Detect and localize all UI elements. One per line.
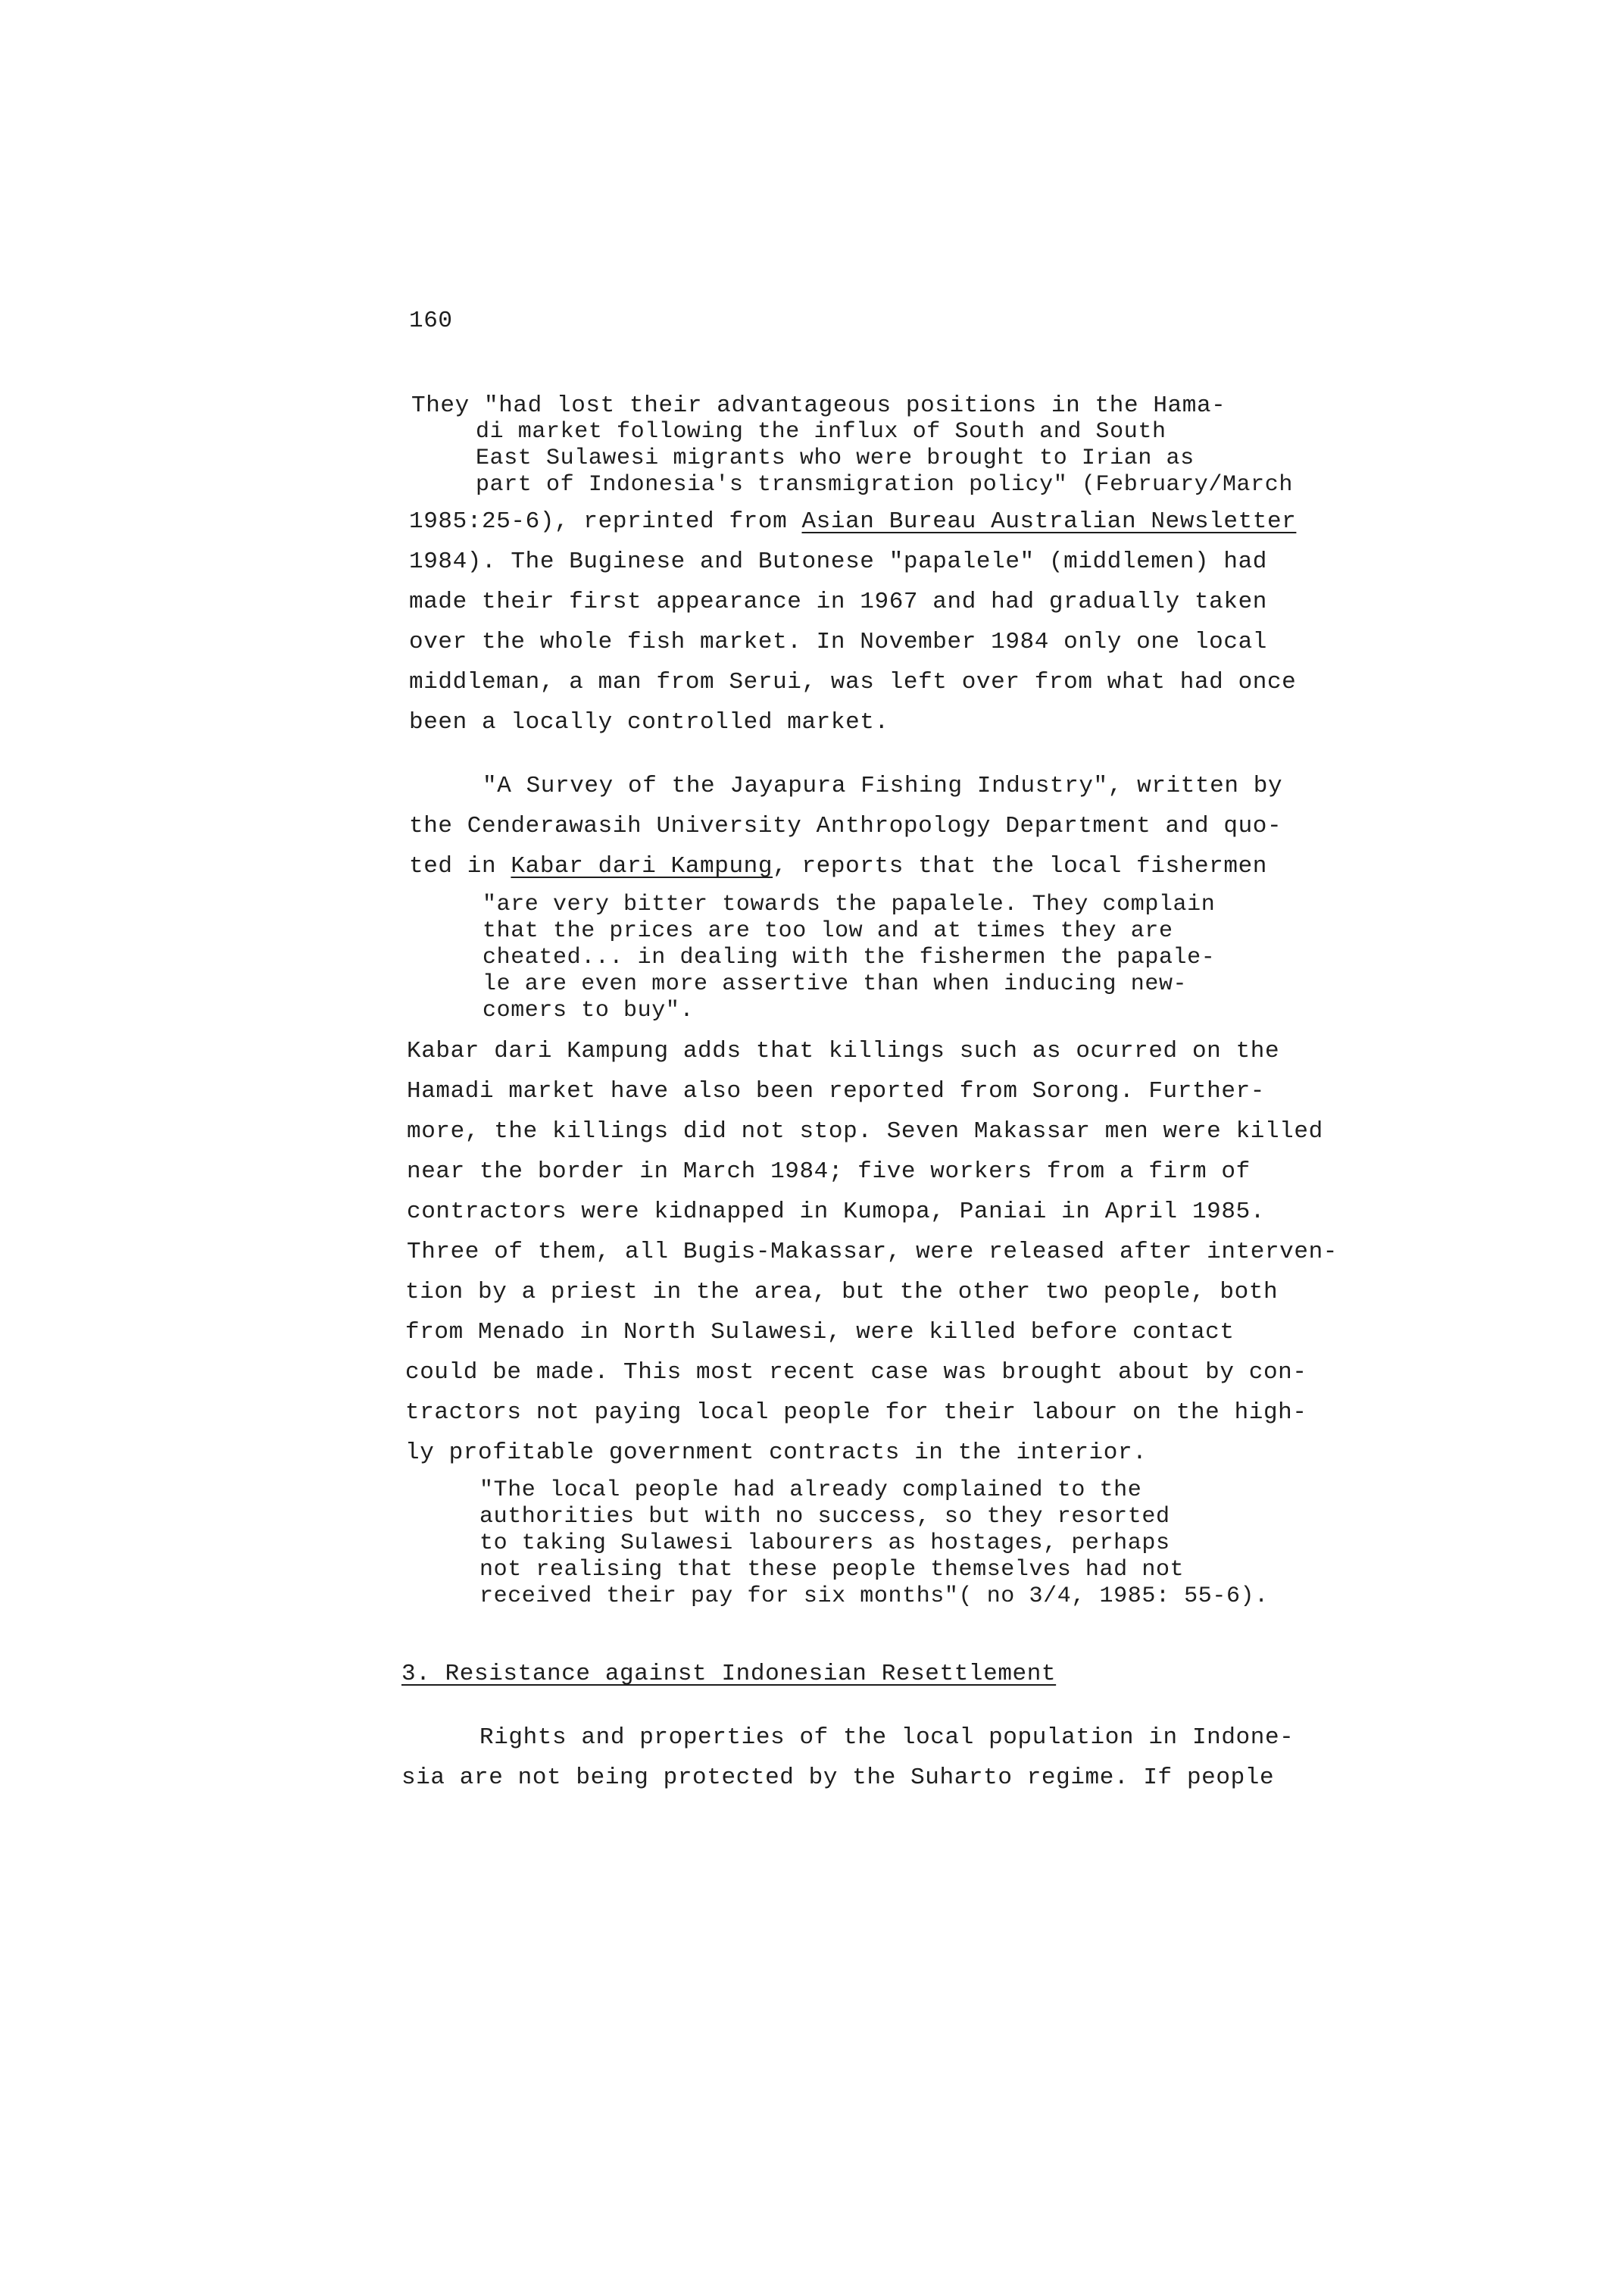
text-line: tion by a priest in the area, but the other two people, both (405, 1279, 1279, 1305)
publication-title: Asian Bureau Australian Newsletter (801, 508, 1297, 535)
quote-line: le are even more assertive than when inducing new- (483, 971, 1188, 997)
quote-line: part of Indonesia's transmigration policy" (February/March (476, 472, 1293, 498)
text-line: Rights and properties of the local population in Indone- (479, 1724, 1295, 1751)
text-line: over the whole fish market. In November 1984 only one local (409, 629, 1267, 655)
text-line: Hamadi market have also been reported from Sorong. Further- (407, 1078, 1265, 1105)
text-span: , reports that the local fishermen (773, 853, 1267, 880)
text-line (409, 853, 1267, 880)
text-line: more, the killings did not stop. Seven Makassar men were killed (407, 1118, 1323, 1145)
text-line: the Cenderawasih University Anthropology Department and quo- (409, 813, 1282, 839)
text-line: middleman, a man from Serui, was left over from what had once (409, 669, 1297, 695)
text-line: "A Survey of the Jayapura Fishing Industry", written by (483, 773, 1283, 799)
quote-line: cheated... in dealing with the fishermen the papale- (483, 945, 1216, 970)
text-line: tractors not paying local people for their labour on the high- (405, 1399, 1307, 1426)
text-line: ly profitable government contracts in the interior. (405, 1439, 1148, 1466)
text-line: 1984). The Buginese and Butonese "papalele" (middlemen) had (409, 549, 1267, 575)
page-number: 160 (409, 308, 453, 334)
text-line: sia are not being protected by the Suharto regime. If people (401, 1764, 1275, 1791)
quote-line: "are very bitter towards the papalele. They complain (483, 892, 1216, 917)
text-line: made their first appearance in 1967 and had gradually taken (409, 589, 1267, 615)
section-heading: 3. Resistance against Indonesian Resettlement (401, 1661, 1057, 1687)
text-line: near the border in March 1984; five workers from a firm of (407, 1158, 1251, 1185)
text-line: been a locally controlled market. (409, 709, 889, 736)
quote-line: comers to buy". (483, 998, 695, 1024)
quote-line: not realising that these people themselves had not (479, 1557, 1185, 1583)
text-line: They "had lost their advantageous positions in the Hama- (411, 392, 1226, 419)
quote-line: di market following the influx of South and South (476, 419, 1166, 445)
quote-line: that the prices are too low and at times they are (483, 918, 1173, 944)
quote-line: authorities but with no success, so they resorted (479, 1504, 1170, 1530)
quote-line: received their pay for six months"( no 3/4, 1985: 55-6). (479, 1583, 1269, 1609)
text-line: could be made. This most recent case was brought about by con- (405, 1359, 1307, 1386)
quote-line: to taking Sulawesi labourers as hostages, perhaps (479, 1530, 1170, 1556)
text-line: contractors were kidnapped in Kumopa, Paniai in April 1985. (407, 1199, 1265, 1225)
text-line (409, 508, 1296, 536)
publication-title: Kabar dari Kampung (511, 853, 773, 880)
quote-line: "The local people had already complained to the (479, 1477, 1142, 1503)
text-span: 1985:25-6), reprinted from (409, 508, 802, 535)
text-line: Three of them, all Bugis-Makassar, were released after interven- (407, 1239, 1338, 1265)
text-span: ted in (409, 853, 511, 880)
quote-line: East Sulawesi migrants who were brought to Irian as (476, 445, 1195, 471)
text-line: from Menado in North Sulawesi, were killed before contact (405, 1319, 1235, 1346)
text-line: Kabar dari Kampung adds that killings such as ocurred on the (407, 1038, 1280, 1064)
